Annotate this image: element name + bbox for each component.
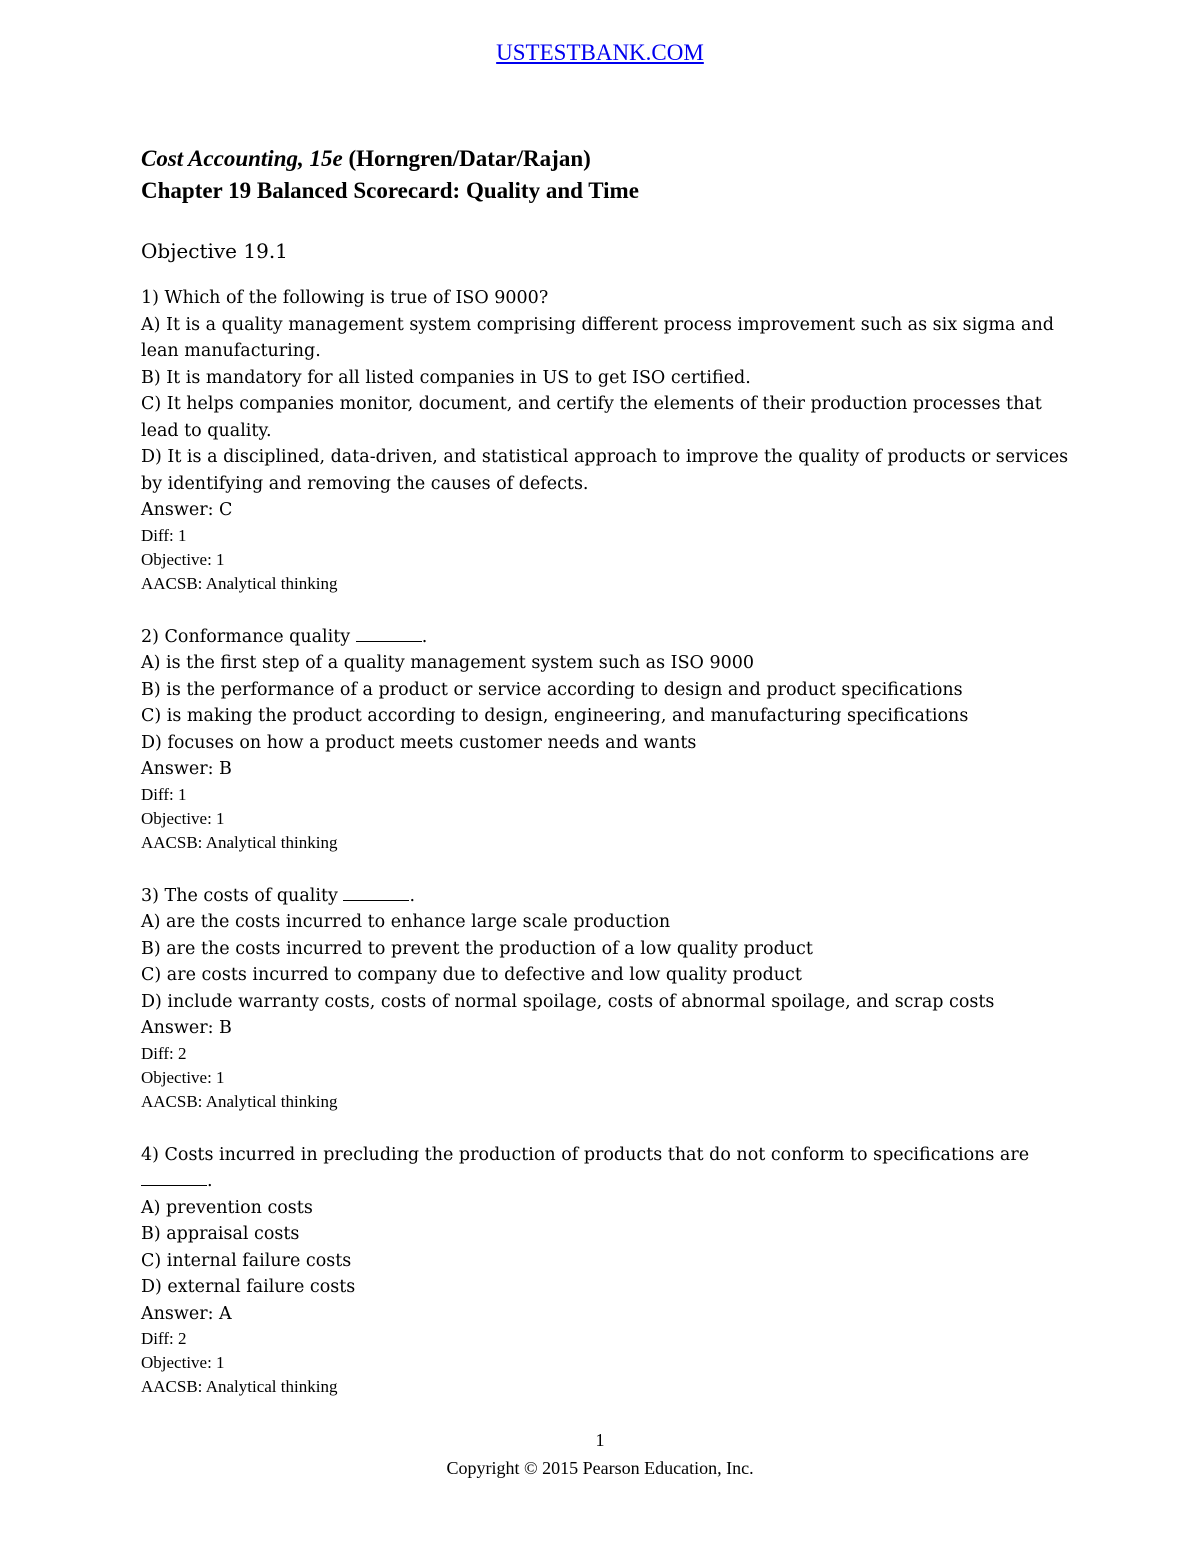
- aacsb-tag: AACSB: Analytical thinking: [141, 832, 338, 852]
- question-stem-text: 2) Conformance quality: [141, 626, 351, 647]
- difficulty: Diff: 1: [141, 784, 187, 804]
- stem-suffix: .: [421, 626, 428, 647]
- option-d: D) It is a disciplined, data-driven, and statistical approach to improve the quality of products or services by identifying and removing the causes of defects.: [141, 447, 1069, 494]
- option-b: B) It is mandatory for all listed companies in US to get ISO certified.: [141, 367, 751, 388]
- question-list: [141, 285, 1071, 1399]
- question-stem: [141, 883, 1071, 910]
- option-c: C) internal failure costs: [141, 1250, 352, 1271]
- difficulty: Diff: 1: [141, 525, 187, 545]
- option-c: C) It helps companies monitor, document, and certify the elements of their production processes that lead to quality.: [141, 394, 1042, 441]
- book-title: [141, 143, 1071, 175]
- option-c: C) is making the product according to design, engineering, and manufacturing specifications: [141, 706, 969, 726]
- difficulty: Diff: 2: [141, 1329, 187, 1348]
- answer: Answer: C: [141, 500, 233, 520]
- question-stem: 4) Costs incurred in precluding the production of products that do not conform to specifications are: [141, 1144, 1030, 1165]
- answer: Answer: B: [141, 1018, 232, 1038]
- page-number: 1: [595, 1430, 605, 1450]
- answer-blank: [356, 627, 422, 642]
- question-stem: [141, 624, 1071, 651]
- aacsb-tag: AACSB: Analytical thinking: [141, 1091, 338, 1111]
- option-b: B) is the performance of a product or service according to design and product specifications: [141, 679, 963, 700]
- document-body: [141, 143, 1071, 1399]
- chapter-title: Chapter 19 Balanced Scorecard: Quality and Time: [141, 178, 639, 203]
- answer: Answer: B: [141, 759, 232, 779]
- book-authors: (Horngren/Datar/Rajan): [342, 146, 591, 171]
- option-c: C) are costs incurred to company due to defective and low quality product: [141, 965, 802, 985]
- stem-suffix: .: [409, 885, 416, 906]
- option-a: A) prevention costs: [141, 1197, 313, 1218]
- question-stem-text: 3) The costs of quality: [141, 885, 338, 906]
- option-d: D) focuses on how a product meets customer needs and wants: [141, 732, 697, 753]
- difficulty: Diff: 2: [141, 1043, 187, 1063]
- option-a: A) It is a quality management system comprising different process improvement such as six sigma and lean manufacturing.: [141, 314, 1054, 361]
- question-3: [141, 883, 1071, 1114]
- option-b: B) are the costs incurred to prevent the production of a low quality product: [141, 938, 813, 959]
- option-b: B) appraisal costs: [141, 1224, 300, 1244]
- objective-tag: Objective: 1: [141, 808, 225, 828]
- option-a: A) is the first step of a quality management system such as ISO 9000: [141, 653, 755, 673]
- objective-heading: Objective 19.1: [141, 239, 288, 263]
- book-title-italic: Cost Accounting, 15e: [141, 146, 343, 171]
- option-d: D) include warranty costs, costs of normal spoilage, costs of abnormal spoilage, and scrap costs: [141, 991, 995, 1012]
- objective-tag: Objective: 1: [141, 1067, 225, 1087]
- question-1: [141, 285, 1071, 596]
- answer: Answer: A: [141, 1303, 232, 1324]
- objective-tag: Objective: 1: [141, 549, 225, 569]
- question-4: [141, 1142, 1071, 1400]
- question-stem: 1) Which of the following is true of ISO 9000?: [141, 288, 549, 308]
- stem-suffix: .: [207, 1171, 213, 1191]
- answer-blank: [343, 886, 409, 901]
- objective-tag: Objective: 1: [141, 1353, 225, 1372]
- site-link[interactable]: [0, 40, 1200, 66]
- option-a: A) are the costs incurred to enhance large scale production: [141, 912, 671, 932]
- answer-blank: [141, 1171, 207, 1186]
- site-link-text[interactable]: USTESTBANK.COM: [496, 40, 704, 65]
- question-2: [141, 624, 1071, 855]
- question-stem-blank-line: [141, 1168, 1071, 1195]
- aacsb-tag: AACSB: Analytical thinking: [141, 1377, 338, 1396]
- copyright-notice: Copyright © 2015 Pearson Education, Inc.: [446, 1458, 754, 1478]
- aacsb-tag: AACSB: Analytical thinking: [141, 573, 338, 593]
- option-d: D) external failure costs: [141, 1277, 356, 1297]
